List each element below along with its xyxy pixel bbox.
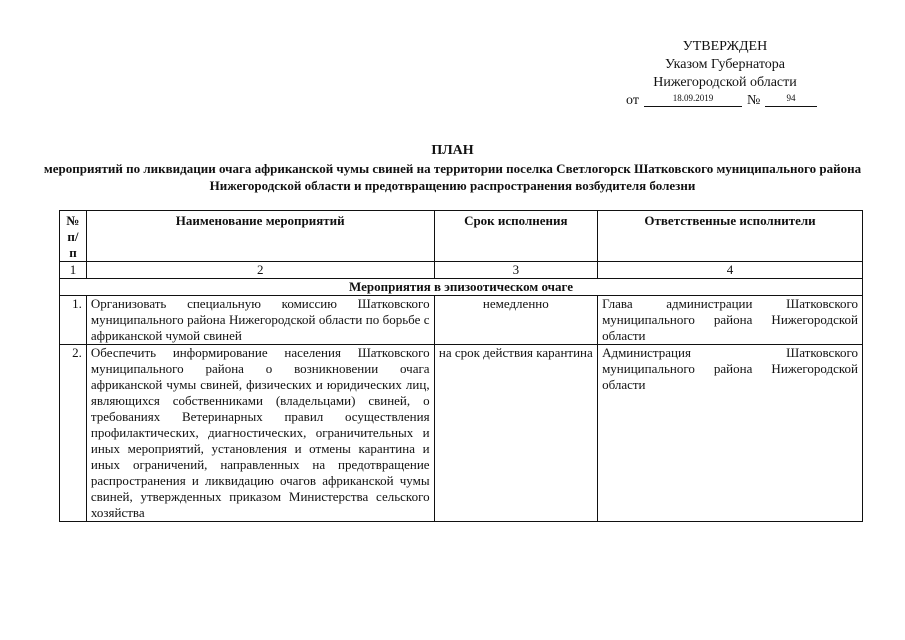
decree-number: 94 bbox=[765, 92, 817, 107]
approval-region: Нижегородской области bbox=[653, 75, 797, 90]
number-label: № bbox=[747, 93, 761, 108]
decree-reference bbox=[626, 92, 846, 110]
decree-date: 18.09.2019 bbox=[644, 92, 742, 107]
column-number: 3 bbox=[434, 262, 597, 279]
row-responsible: Администрация Шатковского муниципального района Нижегородской области bbox=[598, 345, 863, 522]
header-term: Срок исполнения bbox=[434, 211, 597, 262]
row-term: немедленно bbox=[434, 296, 597, 345]
approval-stamp bbox=[600, 38, 850, 92]
table-row bbox=[60, 345, 863, 522]
header-responsible: Ответственные исполнители bbox=[598, 211, 863, 262]
table-header-row bbox=[60, 211, 863, 262]
column-number: 1 bbox=[60, 262, 87, 279]
row-number: 2. bbox=[60, 345, 87, 522]
approval-heading: УТВЕРЖДЕН bbox=[682, 39, 768, 54]
header-num: № п/п bbox=[60, 211, 87, 262]
table-row bbox=[60, 296, 863, 345]
header-name: Наименование мероприятий bbox=[86, 211, 434, 262]
row-activity: Организовать специальную комиссию Шатковского муниципального района Нижегородской области по борьбе с африканской чумой свиней bbox=[86, 296, 434, 345]
row-number: 1. bbox=[60, 296, 87, 345]
from-label: от bbox=[626, 93, 639, 108]
column-number-row bbox=[60, 262, 863, 279]
row-term: на срок действия карантина bbox=[434, 345, 597, 522]
section-row bbox=[60, 279, 863, 296]
section-title: Мероприятия в эпизоотическом очаге bbox=[60, 279, 863, 296]
page-subtitle: мероприятий по ликвидации очага африканской чумы свиней на территории поселка Светлогорск Шатковского муниципального района Нижегородской области и предотвращению распространения возбудителя болезни bbox=[43, 161, 862, 193]
page-title: ПЛАН bbox=[431, 143, 474, 158]
column-number: 2 bbox=[86, 262, 434, 279]
approval-decree: Указом Губернатора bbox=[664, 57, 786, 72]
column-number: 4 bbox=[598, 262, 863, 279]
row-activity: Обеспечить информирование населения Шатковского муниципального района о возникновении очага африканской чумы свиней, физических и юридических лиц, являющихся собственниками (владельцами) свиней, о требованиях Ветеринарных правил осуществления профилактических, диагностических, ограничительных и иных мероприятий, установления и отмены карантина и иных ограничений, направленных на предотвращение распространения и ликвидацию очагов африканской чумы свиней, утвержденных приказом Министерства сельского хозяйства bbox=[86, 345, 434, 522]
plan-table bbox=[59, 210, 863, 522]
row-responsible: Глава администрации Шатковского муниципального района Нижегородской области bbox=[598, 296, 863, 345]
